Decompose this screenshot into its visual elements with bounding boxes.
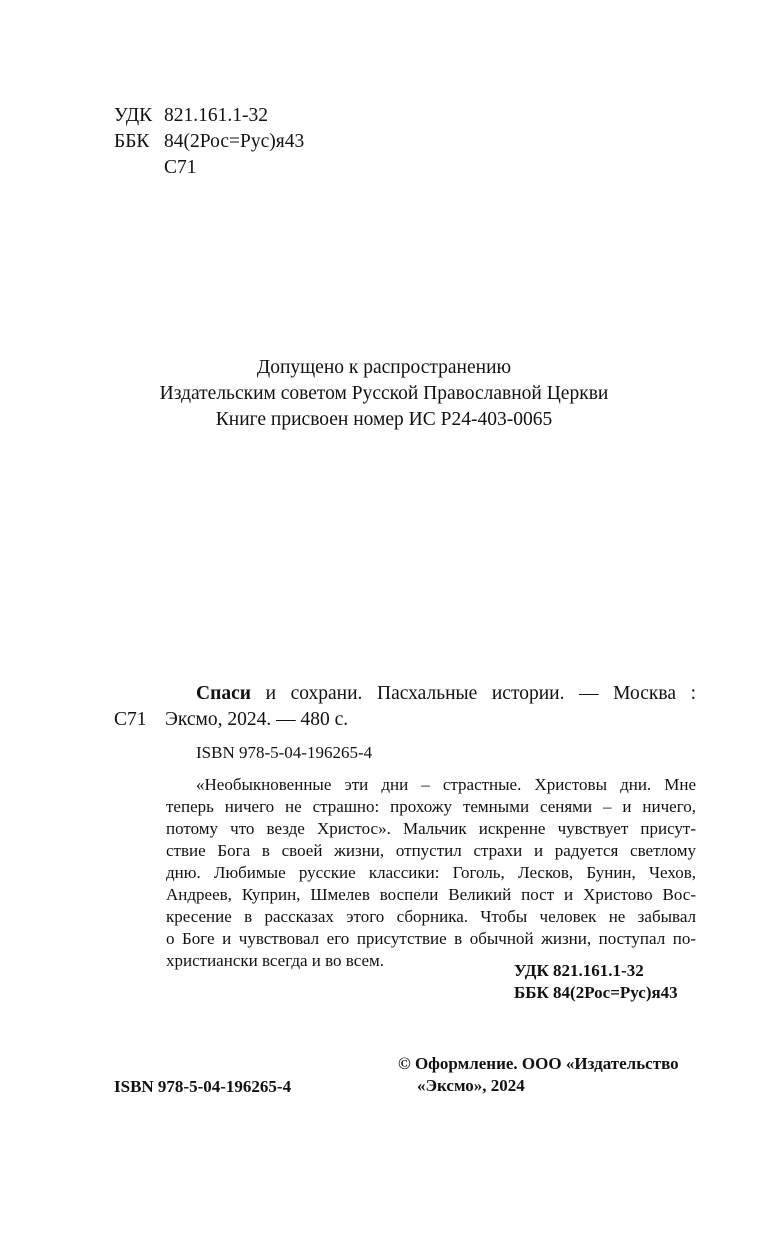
isbn-bottom: ISBN 978-5-04-196265-4: [114, 1077, 292, 1096]
annotation-line: дню. Любимые русские классики: Гоголь, Лесков, Бунин, Чехов,: [166, 863, 696, 882]
annotation-line: ствие Бога в своей жизни, отпустил страхи и радуется светлому: [166, 841, 696, 860]
annotation-line: теперь ничего не страшно: прохожу темными сенями – и ничего,: [166, 797, 696, 816]
approval-notice: [0, 355, 768, 433]
annotation-line: кресение в рассказах этого сборника. Чтобы человек не забывал: [166, 907, 696, 926]
approval-line-2: Издательским советом Русской Православной Церкви: [159, 383, 609, 404]
annotation-line: «Необыкновенные эти дни – страстные. Христовы дни. Мне: [196, 775, 696, 794]
bib-imprint: Эксмо, 2024. — 480 с.: [165, 709, 349, 730]
approval-line-3: Книге присвоен номер ИС Р24-403-0065: [215, 409, 553, 430]
copyright-notice: [398, 1053, 679, 1097]
author-mark: С71: [164, 157, 197, 178]
bib-isbn: ISBN 978-5-04-196265-4: [196, 743, 373, 762]
udk-label: УДК: [114, 105, 153, 126]
bbk-label: ББК: [114, 131, 150, 152]
bib-title-line: [114, 681, 696, 707]
annotation-line: Андреев, Куприн, Шмелев воспели Великий пост и Христово Вос-: [166, 885, 696, 904]
annotation-line: потому что везде Христос». Мальчик искренне чувствует присут-: [166, 819, 696, 838]
udk-value: 821.161.1-32: [164, 105, 268, 126]
bib-imprint-line: [114, 707, 696, 733]
copyright-line-1: © Оформление. ООО «Издательство: [398, 1054, 679, 1073]
classification-codes-bottom: [514, 960, 678, 1004]
bib-title-bold: Спаси: [196, 683, 251, 704]
bbk-row: [114, 129, 304, 155]
bbk-value: 84(2Рос=Рус)я43: [164, 131, 305, 152]
bibliographic-record: [114, 681, 696, 733]
annotation-line: христиански всегда и во всем.: [166, 951, 385, 970]
udk-bottom: УДК 821.161.1-32: [514, 961, 644, 980]
bib-author-mark: С71: [114, 709, 147, 730]
bbk-bottom: ББК 84(2Рос=Рус)я43: [514, 983, 678, 1002]
udk-row: [114, 103, 304, 129]
annotation-line: о Боге и чувствовал его присутствие в обычной жизни, поступал по-: [166, 929, 696, 948]
annotation: [166, 774, 696, 972]
classification-codes: [114, 103, 304, 181]
copyright-line-2: «Эксмо», 2024: [417, 1076, 525, 1095]
bib-title-rest: и сохрани. Пасхальные истории. — Москва :: [250, 683, 696, 704]
approval-line-1: Допущено к распространению: [256, 357, 512, 378]
